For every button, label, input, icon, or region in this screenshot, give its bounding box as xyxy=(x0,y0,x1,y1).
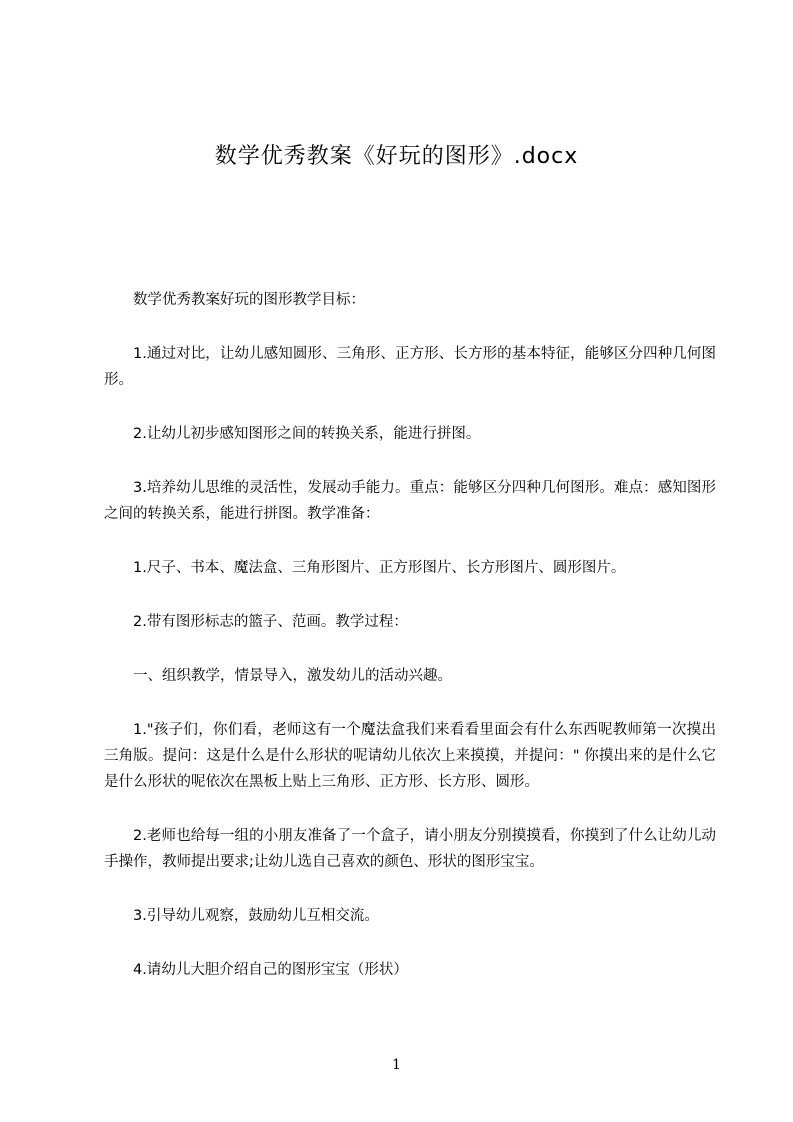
paragraph-objective-2: 2.让幼儿初步感知图形之间的转换关系，能进行拼图。 xyxy=(133,426,481,442)
paragraph-preparation-1: 1.尺子、书本、魔法盒、三角形图片、正方形图片、长方形图片、圆形图片。 xyxy=(133,560,626,576)
paragraph-objectives-heading: 数学优秀教案好玩的图形教学目标： xyxy=(133,292,365,308)
paragraph-process-heading: 一、组织教学，情景导入，激发幼儿的活动兴趣。 xyxy=(133,668,452,684)
document-body xyxy=(104,287,716,1011)
paragraph-preparation-2: 2.带有图形标志的篮子、范画。教学过程： xyxy=(133,614,408,630)
paragraph-objective-3: 3.培养幼儿思维的灵活性，发展动手能力。重点：能够区分四种几何图形。难点：感知图形之间的转换关系，能进行拼图。教学准备： xyxy=(104,480,716,522)
paragraph-process-3: 3.引导幼儿观察，鼓励幼儿互相交流。 xyxy=(133,908,379,924)
paragraph-process-2: 2.老师也给每一组的小朋友准备了一个盒子，请小朋友分别摸摸看，你摸到了什么让幼儿动手操作，教师提出要求;让幼儿选自己喜欢的颜色、形状的图形宝宝。 xyxy=(104,828,716,870)
paragraph-process-1: 1."孩子们，你们看，老师这有一个魔法盒我们来看看里面会有什么东西呢教师第一次摸出三角版。提问：这是什么是什么形状的呢请幼儿依次上来摸摸，并提问：" 你摸出来的是什么它是什么形状的呢依次在黑板上贴上三角形、正方形、长方形、圆形。 xyxy=(104,722,716,790)
document-title: 数学优秀教案《好玩的图形》.docx xyxy=(214,144,579,169)
paragraph-objective-1: 1.通过对比，让幼儿感知圆形、三角形、正方形、长方形的基本特征，能够区分四种几何图形。 xyxy=(104,346,716,388)
page-number: 1 xyxy=(392,1057,401,1073)
paragraph-process-4: 4.请幼儿大胆介绍自己的图形宝宝（形状） xyxy=(133,962,408,978)
